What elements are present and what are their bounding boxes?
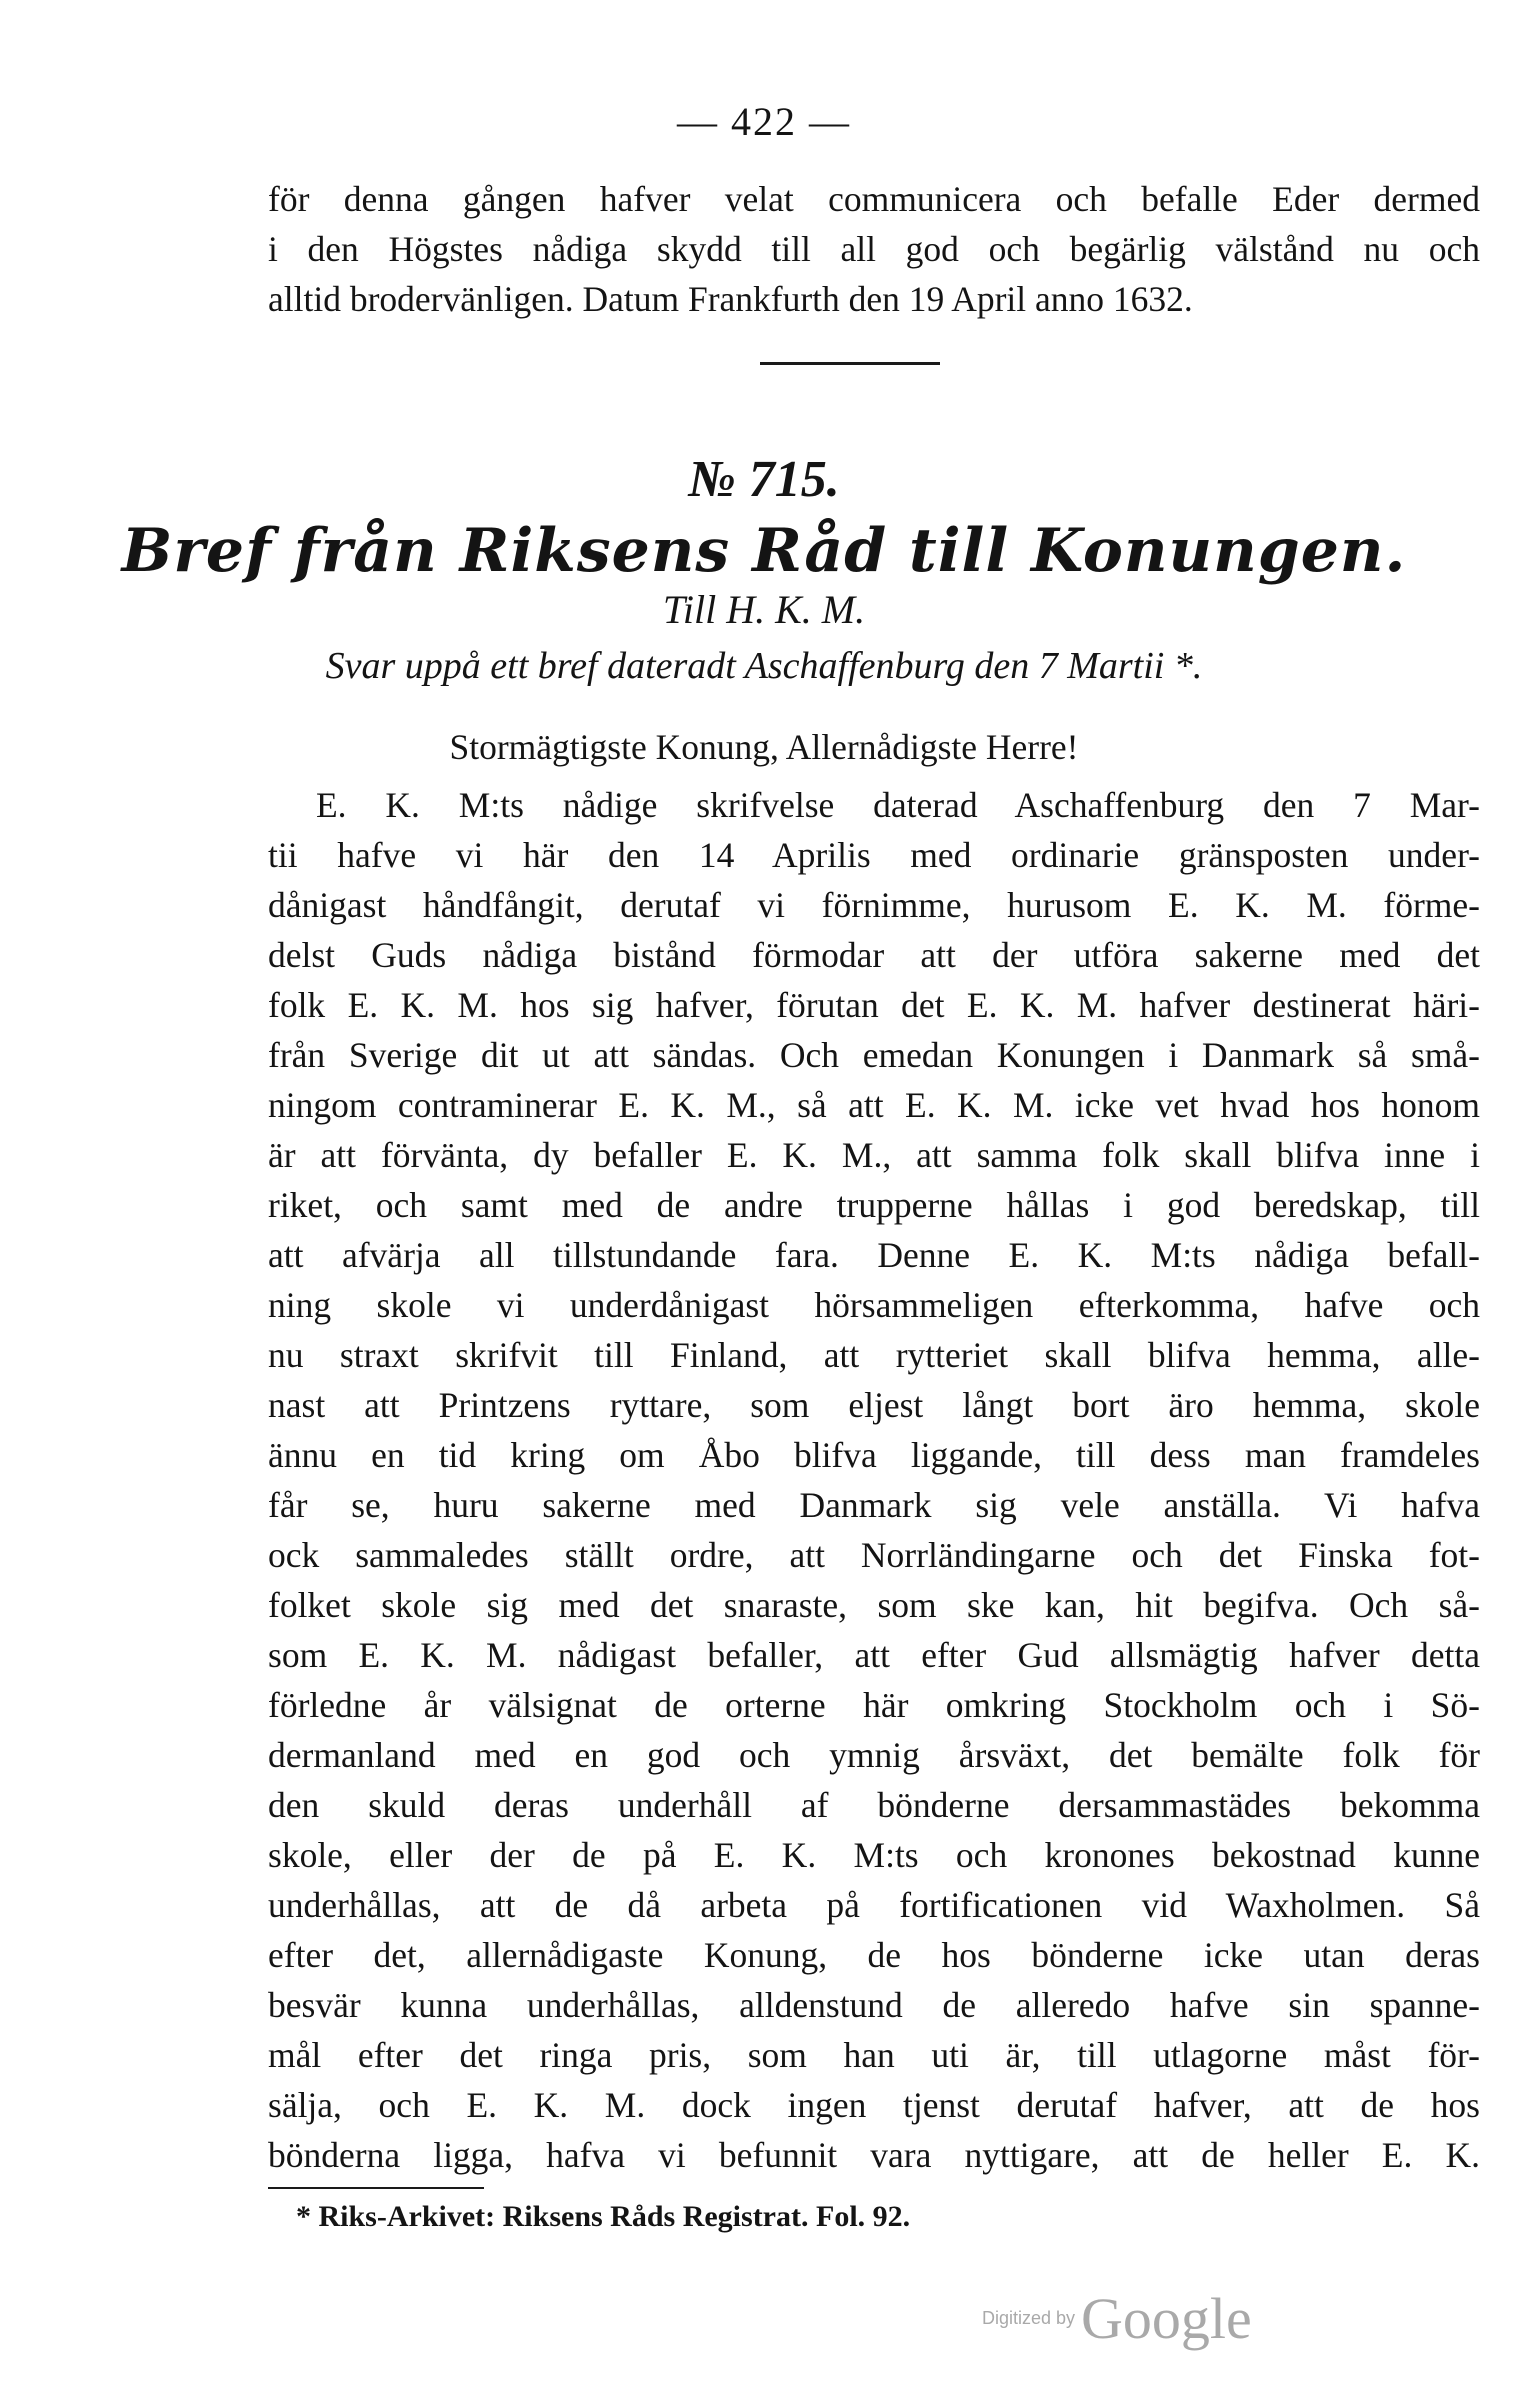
text-line: ock sammaledes ställt ordre, att Norrländingarne och det Finska fot- [268,1535,1480,1575]
text-line: är att förvänta, dy befaller E. K. M., att samma folk skall blifva inne i [268,1135,1480,1175]
footnote: * Riks-Arkivet: Riksens Råds Registrat. Fol. 92. [296,2200,911,2233]
text-line: efter det, allernådigaste Konung, de hos bönderne icke utan deras [268,1935,1480,1975]
text-line: skole, eller der de på E. K. M:ts och kronones bekostnad kunne [268,1835,1480,1875]
footnote-divider [268,2187,484,2189]
text-line: för denna gången hafver velat communicera och befalle Eder dermed [268,179,1480,219]
page-number: — 422 — [677,99,851,144]
text-line: får se, huru sakerne med Danmark sig vele anställa. Vi hafva [268,1485,1480,1525]
text-line: nu straxt skrifvit till Finland, att rytteriet skall blifva hemma, alle- [268,1335,1480,1375]
document-number: № 715. [688,451,840,508]
text-line: delst Guds nådiga bistånd förmodar att der utföra sakerne med det [268,935,1480,975]
document-subtitle: Svar uppå ett bref dateradt Aschaffenburg den 7 Martii *. [325,645,1203,687]
text-line: bönderna ligga, hafva vi befunnit vara nyttigare, att de heller E. K. [268,2135,1480,2175]
letter-body [268,780,1480,2180]
text-line: dermanland med en god och ymnig årsväxt, det bemälte folk för [268,1735,1480,1775]
document-title: Bref från Riksens Råd till Konungen. [121,516,1407,586]
text-line: som E. K. M. nådigast befaller, att efter Gud allsmägtig hafver detta [268,1635,1480,1675]
google-logo: Google [1081,2286,1252,2351]
text-line: från Sverige dit ut att sändas. Och emedan Konungen i Danmark så små- [268,1035,1480,1075]
intro-paragraph [268,174,1480,324]
document-addressee: Till H. K. M. [662,587,866,632]
text-line: ännu en tid kring om Åbo blifva liggande, till dess man framdeles [268,1435,1480,1475]
text-line: alltid brodervänligen. Datum Frankfurth den 19 April anno 1632. [268,279,1193,319]
text-line: underhållas, att de då arbeta på fortificationen vid Waxholmen. Så [268,1885,1480,1925]
text-line: den skuld deras underhåll af bönderne dersammastädes bekomma [268,1785,1480,1825]
section-divider [760,362,940,365]
text-line: folk E. K. M. hos sig hafver, förutan det E. K. M. hafver destinerat häri- [268,985,1480,1025]
text-line: folket skole sig med det snaraste, som ske kan, hit begifva. Och så- [268,1585,1480,1625]
text-line: E. K. M:ts nådige skrifvelse daterad Aschaffenburg den 7 Mar- [316,785,1480,825]
digitized-watermark [982,2285,1252,2352]
text-line: i den Högstes nådiga skydd till all god och begärlig välstånd nu och [268,229,1480,269]
text-line: riket, och samt med de andre trupperne hållas i god beredskap, till [268,1185,1480,1225]
text-line: att afvärja all tillstundande fara. Denne E. K. M:ts nådiga befall- [268,1235,1480,1275]
text-line: mål efter det ringa pris, som han uti är, till utlagorne måst för- [268,2035,1480,2075]
text-line: nast att Printzens ryttare, som eljest långt bort äro hemma, skole [268,1385,1480,1425]
salutation: Stormägtigste Konung, Allernådigste Herre! [449,727,1079,767]
text-line: sälja, och E. K. M. dock ingen tjenst derutaf hafver, att de hos [268,2085,1480,2125]
text-line: dånigast håndfångit, derutaf vi förnimme, hurusom E. K. M. förme- [268,885,1480,925]
text-line: ningom contraminerar E. K. M., så att E. K. M. icke vet hvad hos honom [268,1085,1480,1125]
text-line: tii hafve vi här den 14 Aprilis med ordinarie gränsposten under- [268,835,1480,875]
text-line: ning skole vi underdånigast hörsammeligen efterkomma, hafve och [268,1285,1480,1325]
watermark-prefix: Digitized by [982,2308,1076,2328]
text-line: besvär kunna underhållas, alldenstund de alleredo hafve sin spanne- [268,1985,1480,2025]
text-line: förledne år välsignat de orterne här omkring Stockholm och i Sö- [268,1685,1480,1725]
